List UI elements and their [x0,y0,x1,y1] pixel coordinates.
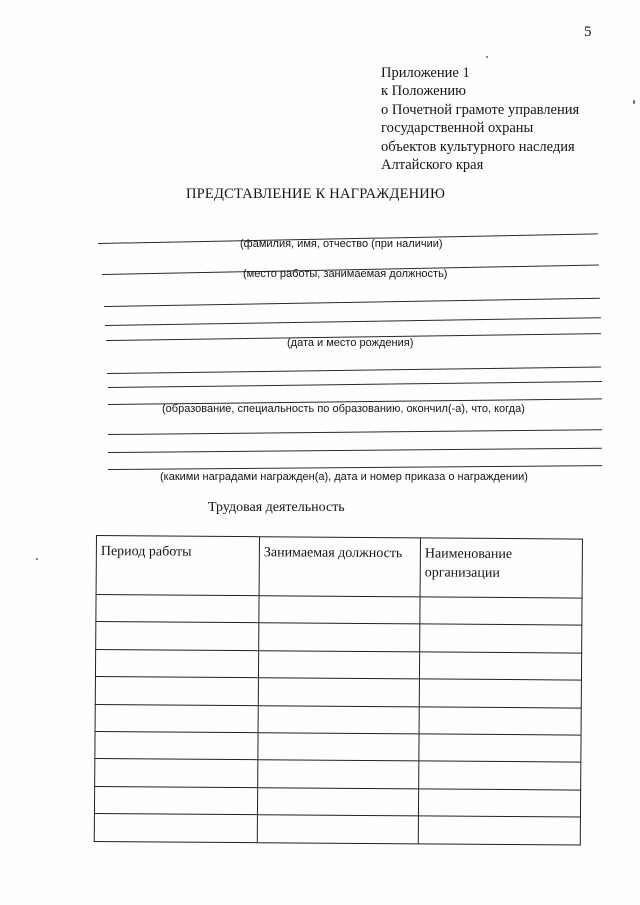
fill-line [105,317,601,326]
table-cell[interactable] [95,649,258,678]
table-cell[interactable] [95,731,258,760]
fill-line [108,381,602,388]
table-cell[interactable] [259,623,420,652]
appendix-line: государственной охраны [381,120,534,137]
appendix-line: о Почетной грамоте управления [381,101,580,118]
fill-line [104,298,600,307]
table-header-row [96,536,582,599]
table-row [95,677,581,708]
table-cell[interactable] [420,597,582,626]
table-row [95,649,581,680]
table-cell[interactable] [419,734,581,763]
appendix-line: объектов культурного наследия [381,138,575,155]
table-cell[interactable] [420,624,582,653]
table-row [95,759,581,790]
fill-line [108,448,602,453]
appendix-block [381,64,579,174]
page-number: 5 [584,24,592,40]
column-header-organization: Наименование организации [420,538,582,598]
table-cell[interactable] [419,652,581,681]
work-history-table [94,535,583,845]
table-cell[interactable] [258,705,419,734]
caption-education: (образование, специальность по образованию, окончил(-а), что, когда) [162,403,525,415]
document-title: ПРЕДСТАВЛЕНИЕ К НАГРАЖДЕНИЮ [186,186,446,202]
table-cell[interactable] [258,733,419,762]
appendix-line: к Положению [381,83,466,100]
table-cell[interactable] [95,759,258,788]
table-row [94,814,580,845]
caption-work-place: (место работы, занимаемая должность) [243,268,448,280]
fill-line [107,367,601,374]
table-cell[interactable] [257,787,418,816]
fill-line [108,429,602,435]
table-cell[interactable] [96,595,259,624]
caption-fio: (фамилия, имя, отчество (при наличии) [240,238,443,250]
table-cell[interactable] [95,704,258,733]
fill-line [108,465,602,470]
table-cell[interactable] [259,596,420,625]
table-row [94,786,580,817]
column-header-period: Период работы [96,536,259,596]
appendix-line: Алтайского края [381,157,484,174]
table-cell[interactable] [419,761,581,790]
table-cell[interactable] [258,678,419,707]
table-cell[interactable] [94,814,257,843]
table-cell[interactable] [257,815,418,844]
table-row [96,622,582,653]
table-cell[interactable] [418,789,580,818]
table-cell[interactable] [258,760,419,789]
table-cell[interactable] [419,706,581,735]
scan-speck [633,100,635,104]
table-row [96,595,582,626]
table-row [95,704,581,735]
table-cell[interactable] [95,677,258,706]
table-cell[interactable] [94,786,257,815]
scan-speck [36,558,38,560]
scan-speck [486,56,488,58]
table-cell[interactable] [418,816,580,845]
caption-birth: (дата и место рождения) [287,337,414,349]
appendix-line: Приложение 1 [381,65,470,81]
table-cell[interactable] [258,650,419,679]
section-title: Трудовая деятельность [208,500,345,515]
caption-awards: (какими наградами награжден(а), дата и номер приказа о награждении) [160,471,528,483]
table-cell[interactable] [419,679,581,708]
column-header-position: Занимаемая должность [259,537,420,597]
table-cell[interactable] [96,622,259,651]
table-row [95,731,581,762]
